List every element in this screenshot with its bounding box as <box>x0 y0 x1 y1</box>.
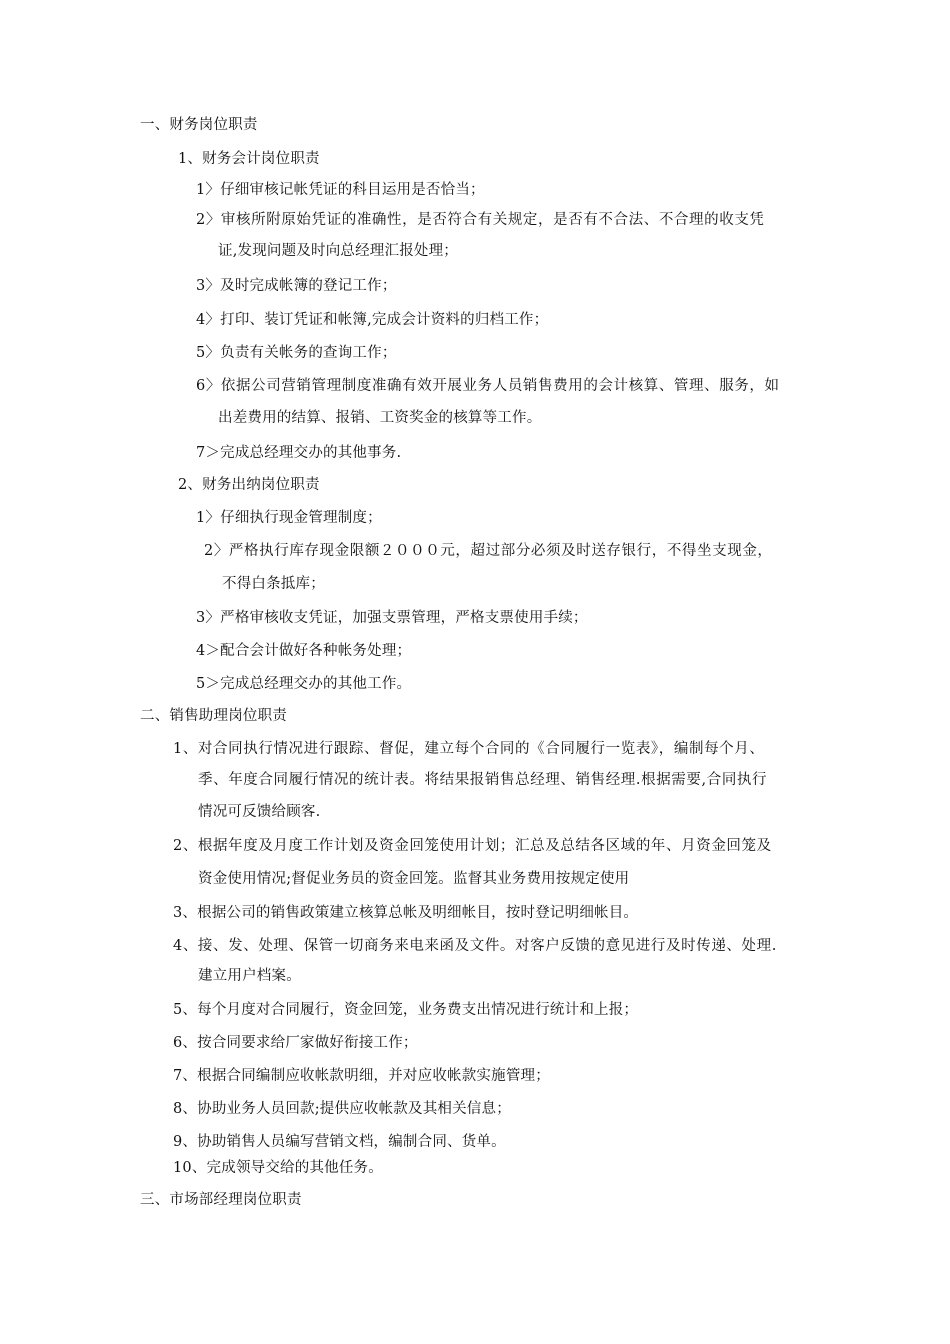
list-item: 2〉审核所附原始凭证的准确性，是否符合有关规定，是否有不合法、不合理的收支凭 <box>196 212 765 228</box>
section-heading-finance: 一、财务岗位职责 <box>140 117 258 133</box>
list-item-continuation: 资金使用情况;督促业务员的资金回笼。监督其业务费用按规定使用 <box>198 871 630 887</box>
list-item: 10、完成领导交给的其他任务。 <box>173 1160 383 1176</box>
section-heading-sales-assistant: 二、销售助理岗位职责 <box>140 708 287 724</box>
list-item: 4〉打印、装订凭证和帐簿,完成会计资料的归档工作； <box>196 312 549 328</box>
list-item-continuation: 建立用户档案。 <box>198 968 301 984</box>
list-item: 6、按合同要求给厂家做好衔接工作； <box>173 1035 418 1051</box>
list-item: 4、接、发、处理、保管一切商务来电来函及文件。对客户反馈的意见进行及时传递、处理. <box>173 938 777 954</box>
list-item: 7、根据合同编制应收帐款明细，并对应收帐款实施管理； <box>173 1068 550 1084</box>
list-item: 3〉及时完成帐簿的登记工作； <box>196 278 397 294</box>
list-item: 2〉严格执行库存现金限额２０００元，超过部分必须及时送存银行，不得坐支现金， <box>204 543 773 559</box>
list-item: 1、对合同执行情况进行跟踪、督促，建立每个合同的《合同履行一览表》，编制每个月、 <box>173 741 765 757</box>
list-item-continuation: 不得白条抵库； <box>222 576 325 592</box>
list-item: 3、根据公司的销售政策建立核算总帐及明细帐目，按时登记明细帐目。 <box>173 905 639 921</box>
list-item-continuation: 季、年度合同履行情况的统计表。将结果报销售总经理、销售经理.根据需要,合同执行 <box>198 772 768 788</box>
subsection-heading-cashier: 2、财务出纳岗位职责 <box>178 477 320 493</box>
list-item: 1〉仔细审核记帐凭证的科目运用是否恰当； <box>196 182 485 198</box>
list-item: 5〉负责有关帐务的查询工作； <box>196 345 397 361</box>
list-item: 7＞完成总经理交办的其他事务. <box>196 445 402 461</box>
list-item-continuation: 情况可反馈给顾客. <box>198 804 321 820</box>
list-item-continuation: 证,发现问题及时向总经理汇报处理； <box>218 243 459 259</box>
list-item: 2、根据年度及月度工作计划及资金回笼使用计划；汇总及总结各区域的年、月资金回笼及 <box>173 838 772 854</box>
list-item: 5、每个月度对合同履行，资金回笼，业务费支出情况进行统计和上报； <box>173 1002 639 1018</box>
list-item: 8、协助业务人员回款;提供应收帐款及其相关信息； <box>173 1101 511 1117</box>
list-item-continuation: 出差费用的结算、报销、工资奖金的核算等工作。 <box>218 410 542 426</box>
list-item: 4＞配合会计做好各种帐务处理； <box>196 643 412 659</box>
list-item: 5＞完成总经理交办的其他工作。 <box>196 676 412 692</box>
section-heading-marketing-manager: 三、市场部经理岗位职责 <box>140 1192 302 1208</box>
subsection-heading-accountant: 1、财务会计岗位职责 <box>178 151 320 167</box>
list-item: 6〉依据公司营销管理制度准确有效开展业务人员销售费用的会计核算、管理、服务，如 <box>196 378 780 394</box>
list-item: 1〉仔细执行现金管理制度； <box>196 510 382 526</box>
list-item: 3〉严格审核收支凭证，加强支票管理，严格支票使用手续； <box>196 610 588 626</box>
list-item: 9、协助销售人员编写营销文档，编制合同、货单。 <box>173 1134 506 1150</box>
